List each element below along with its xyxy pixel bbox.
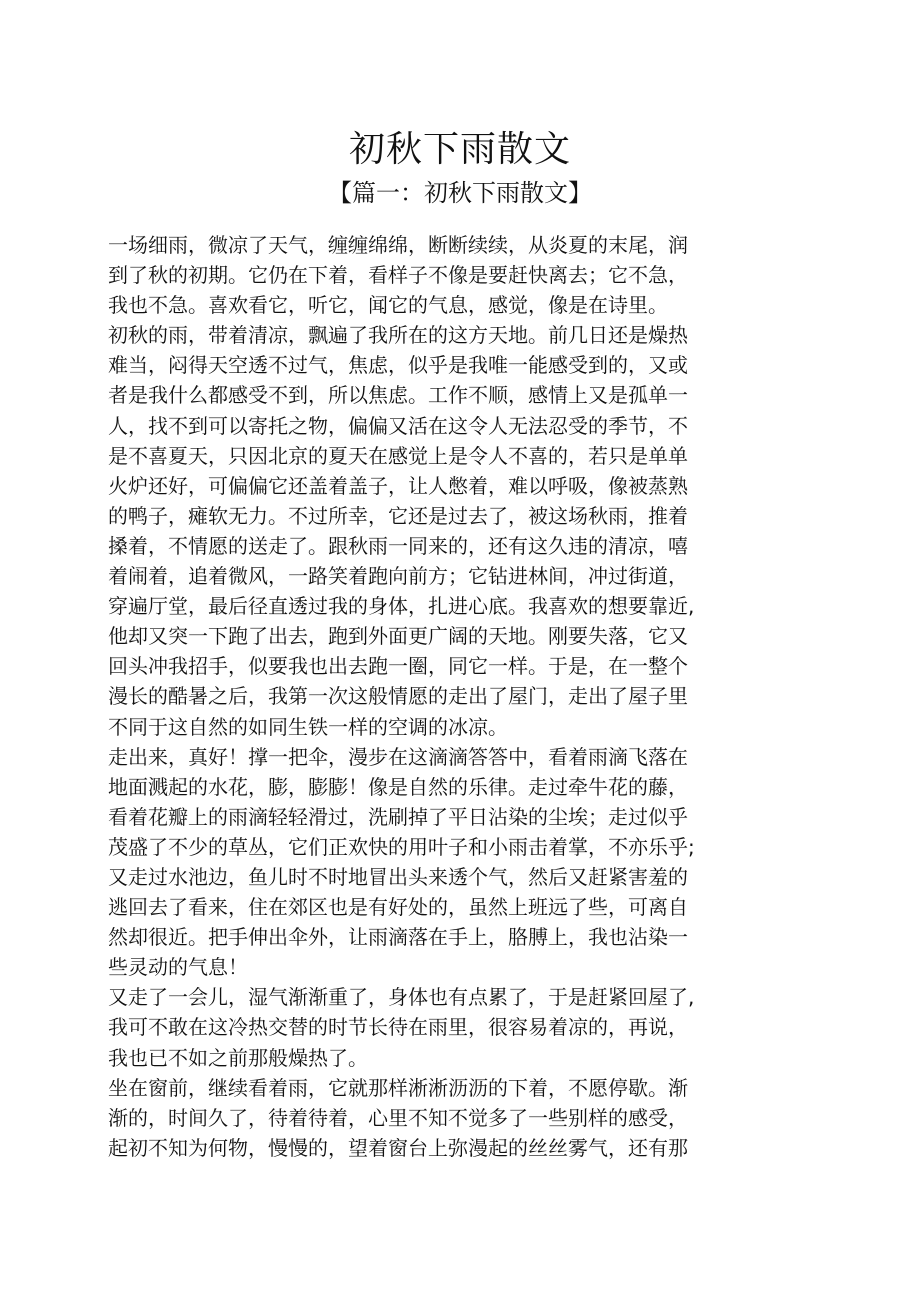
text-line: 走出来，真好！撑一把伞，漫步在这滴滴答答中，看着雨滴飞落在 (108, 744, 688, 769)
text-line: 人，找不到可以寄托之物，偏偏又活在这令人无法忍受的季节，不 (108, 413, 688, 438)
text-line: 漫长的酷暑之后，我第一次这般情愿的走出了屋门，走出了屋子里 (108, 684, 688, 709)
text-line: 我也已不如之前那般燥热了。 (108, 1045, 368, 1070)
text-line: 我也不急。喜欢看它，听它，闻它的气息，感觉，像是在诗里。 (108, 293, 668, 318)
document-title: 初秋下雨散文 (348, 129, 571, 170)
text-line: 他却又突一下跑了出去，跑到外面更广阔的天地。刚要失落，它又 (108, 624, 688, 649)
text-line: 初秋的雨，带着清凉，飘遍了我所在的这方天地。前几日还是燥热 (108, 323, 688, 348)
text-line: 又走了一会儿，湿气渐渐重了，身体也有点累了，于是赶紧回屋了, (108, 985, 695, 1010)
text-line: 看着花瓣上的雨滴轻轻滑过，洗刷掉了平日沾染的尘埃；走过似乎 (108, 804, 688, 829)
text-line: 茂盛了不少的草丛，它们正欢快的用叶子和小雨击着掌，不亦乐乎; (108, 834, 695, 859)
text-line: 是不喜夏天，只因北京的夏天在感觉上是令人不喜的，若只是单单 (108, 443, 688, 468)
text-line: 不同于这自然的如同生铁一样的空调的冰凉。 (108, 714, 508, 739)
text-line: 些灵动的气息！ (108, 955, 248, 980)
text-line: 火炉还好，可偏偏它还盖着盖子，让人憋着，难以呼吸，像被蒸熟 (108, 473, 688, 498)
text-line: 又走过水池边，鱼儿时不时地冒出头来透个气，然后又赶紧害羞的 (108, 864, 688, 889)
text-line: 起初不知为何物，慢慢的，望着窗台上弥漫起的丝丝雾气，还有那 (108, 1135, 688, 1160)
text-line: 一场细雨，微凉了天气，缠缠绵绵，断断续续，从炎夏的末尾，润 (108, 233, 688, 257)
text-line: 坐在窗前，继续看着雨，它就那样淅淅沥沥的下着，不愿停歇。渐 (108, 1075, 688, 1100)
text-line: 然却很近。把手伸出伞外，让雨滴落在手上，胳膊上，我也沾染一 (108, 925, 688, 950)
text-line: 回头冲我招手，似要我也出去跑一圈，同它一样。于是，在一整个 (108, 654, 688, 679)
document-body (108, 230, 728, 1163)
text-line: 搡着，不情愿的送走了。跟秋雨一同来的，还有这久违的清凉，嘻 (108, 533, 688, 558)
text-line: 渐的，时间久了，待着待着，心里不知不觉多了一些别样的感受， (108, 1105, 688, 1130)
text-line: 者是我什么都感受不到，所以焦虑。工作不顺，感情上又是孤单一 (108, 383, 688, 408)
text-line: 到了秋的初期。它仍在下着，看样子不像是要赶快离去；它不急， (108, 263, 688, 288)
text-line: 逃回去了看来，住在郊区也是有好处的，虽然上班远了些，可离自 (108, 895, 688, 920)
text-line: 我可不敢在这冷热交替的时节长待在雨里，很容易着凉的，再说， (108, 1015, 688, 1040)
text-line: 穿遍厅堂，最后径直透过我的身体，扎进心底。我喜欢的想要靠近, (108, 594, 695, 619)
text-line: 的鸭子，瘫软无力。不过所幸，它还是过去了，被这场秋雨，推着 (108, 503, 688, 528)
text-line: 地面溅起的水花，膨，膨膨！像是自然的乐律。走过牵牛花的藤， (108, 774, 688, 799)
text-line: 难当，闷得天空透不过气，焦虑，似乎是我唯一能感受到的，又或 (108, 353, 688, 378)
document-subtitle: 【篇一：初秋下雨散文】 (328, 179, 592, 207)
text-line: 着闹着，追着微风，一路笑着跑向前方；它钻进林间，冲过街道， (108, 564, 688, 589)
